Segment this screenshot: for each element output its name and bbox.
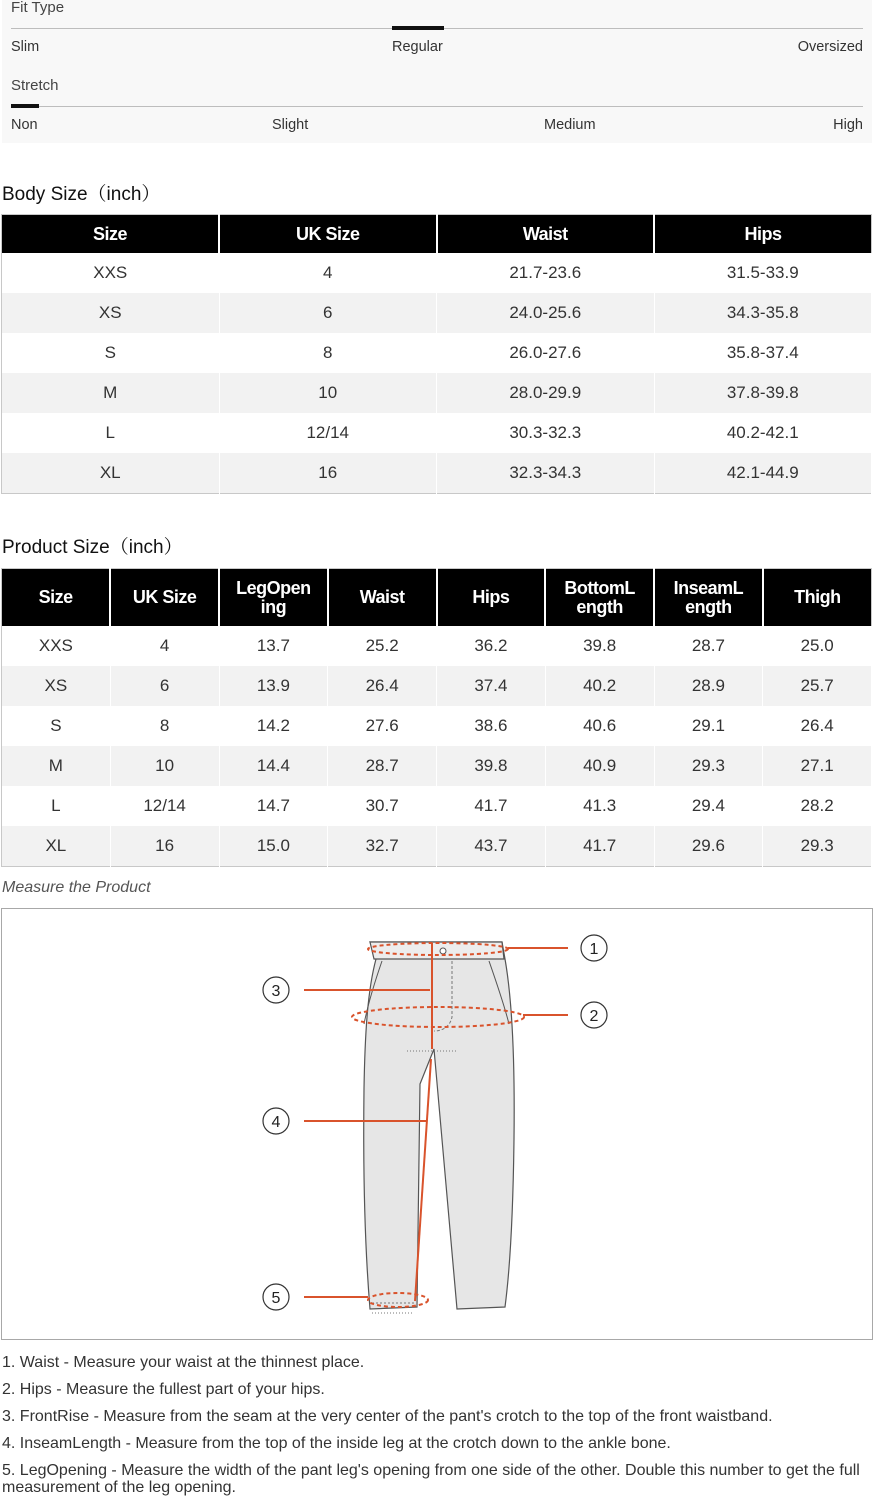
column-header-text: LegOpen <box>236 577 311 598</box>
table-cell: M <box>2 746 111 786</box>
table-cell: 39.8 <box>545 626 654 666</box>
column-header-text: ing <box>260 596 287 617</box>
column-header-text: ength <box>576 596 623 617</box>
table-row <box>2 746 872 786</box>
table-cell: 39.8 <box>437 746 546 786</box>
note-inseam-length: 4. InseamLength - Measure from the top of the inside leg at the crotch down to the ankle bone. <box>2 1435 671 1452</box>
table-header-row <box>2 569 872 627</box>
fit-type-label-regular: Regular <box>392 39 443 55</box>
table-cell: XS <box>2 666 111 706</box>
table-cell: 29.6 <box>654 826 763 867</box>
table-cell: S <box>2 333 220 373</box>
marker-1-label: 1 <box>589 941 599 958</box>
button <box>440 948 446 954</box>
table-cell: L <box>2 786 111 826</box>
table-cell: XL <box>2 453 220 494</box>
table-cell: 28.2 <box>763 786 872 826</box>
table-cell: 38.6 <box>437 706 546 746</box>
table-cell: 4 <box>219 253 437 293</box>
table-cell: 8 <box>219 333 437 373</box>
stretch-label-slight: Slight <box>272 117 309 133</box>
table-cell: 41.3 <box>545 786 654 826</box>
measurement-notes <box>2 1354 862 1506</box>
marker-1 <box>581 935 607 961</box>
table-cell: 27.1 <box>763 746 872 786</box>
table-row <box>2 826 872 867</box>
column-header-text: UK Size <box>132 587 197 607</box>
table-cell: 32.3-34.3 <box>437 453 655 494</box>
column-header-text: Size <box>38 587 73 607</box>
table-row <box>2 666 872 706</box>
marker-5 <box>263 1284 289 1310</box>
stretch-track <box>11 106 863 107</box>
table-cell: 32.7 <box>328 826 437 867</box>
table-cell: 30.7 <box>328 786 437 826</box>
note-hips: 2. Hips - Measure the fullest part of your hips. <box>2 1381 325 1398</box>
table-cell: 28.7 <box>654 626 763 666</box>
table-cell: 29.1 <box>654 706 763 746</box>
marker-3 <box>263 977 289 1003</box>
column-header: Hips <box>654 215 872 254</box>
marker-2 <box>581 1002 607 1028</box>
table-cell: 15.0 <box>219 826 328 867</box>
table-cell: 28.0-29.9 <box>437 373 655 413</box>
diagram-caption: Measure the Product <box>2 879 151 896</box>
table-cell: M <box>2 373 220 413</box>
stretch-label-medium: Medium <box>544 117 596 133</box>
table-cell: 29.3 <box>763 826 872 867</box>
column-header-text: InseamL <box>673 577 744 598</box>
table-cell: 8 <box>110 706 219 746</box>
table-cell: 40.2 <box>545 666 654 706</box>
column-header <box>545 569 654 627</box>
table-cell: XXS <box>2 253 220 293</box>
marker-2-label: 2 <box>589 1008 599 1025</box>
table-cell: 12/14 <box>219 413 437 453</box>
column-header <box>654 569 763 627</box>
table-row <box>2 373 872 413</box>
note-front-rise: 3. FrontRise - Measure from the seam at the very center of the pant's crotch to the top of the front waistband. <box>2 1408 773 1425</box>
marker-4 <box>263 1108 289 1134</box>
pants-shape <box>364 942 514 1309</box>
pants-illustration <box>2 909 872 1339</box>
table-cell: 12/14 <box>110 786 219 826</box>
table-row <box>2 626 872 666</box>
column-header-text: BottomL <box>564 577 635 598</box>
fit-type-title: Fit Type <box>11 0 65 16</box>
table-cell: 16 <box>110 826 219 867</box>
fit-stretch-panel <box>2 0 872 143</box>
table-cell: 31.5-33.9 <box>654 253 872 293</box>
table-cell: 26.4 <box>763 706 872 746</box>
body-size-title: Body Size（inch） <box>2 184 161 205</box>
table-cell: 40.9 <box>545 746 654 786</box>
table-header-row <box>2 215 872 254</box>
table-cell: 36.2 <box>437 626 546 666</box>
table-cell: 14.7 <box>219 786 328 826</box>
table-cell: 13.9 <box>219 666 328 706</box>
column-header <box>328 569 437 627</box>
table-row <box>2 413 872 453</box>
table-row <box>2 453 872 494</box>
table-cell: 4 <box>110 626 219 666</box>
table-cell: 27.6 <box>328 706 437 746</box>
table-cell: 14.2 <box>219 706 328 746</box>
table-cell: S <box>2 706 111 746</box>
product-size-table <box>1 568 872 867</box>
note-waist: 1. Waist - Measure your waist at the thinnest place. <box>2 1354 365 1371</box>
column-header-text: Waist <box>359 587 405 607</box>
table-cell: 43.7 <box>437 826 546 867</box>
stretch-label-high: High <box>833 117 863 133</box>
table-cell: 24.0-25.6 <box>437 293 655 333</box>
table-cell: 10 <box>219 373 437 413</box>
stretch-title: Stretch <box>11 77 59 94</box>
table-row <box>2 253 872 293</box>
table-cell: 40.6 <box>545 706 654 746</box>
table-row <box>2 786 872 826</box>
note-leg-opening: 5. LegOpening - Measure the width of the pant leg's opening from one side of the other. Double this number to get the full measurement of the leg opening. <box>2 1462 860 1496</box>
column-header <box>110 569 219 627</box>
table-cell: 16 <box>219 453 437 494</box>
marker-5-label: 5 <box>271 1290 281 1307</box>
column-header: Waist <box>437 215 655 254</box>
table-cell: 29.3 <box>654 746 763 786</box>
column-header <box>2 569 111 627</box>
table-cell: 25.2 <box>328 626 437 666</box>
table-row <box>2 333 872 373</box>
product-size-title: Product Size（inch） <box>2 537 183 558</box>
table-cell: XXS <box>2 626 111 666</box>
table-cell: 41.7 <box>437 786 546 826</box>
table-cell: 34.3-35.8 <box>654 293 872 333</box>
table-cell: 30.3-32.3 <box>437 413 655 453</box>
table-row <box>2 293 872 333</box>
table-cell: 6 <box>219 293 437 333</box>
column-header <box>437 569 546 627</box>
table-cell: 26.4 <box>328 666 437 706</box>
table-cell: 37.4 <box>437 666 546 706</box>
column-header-text: ength <box>685 596 732 617</box>
stretch-label-non: Non <box>11 117 38 133</box>
stretch-indicator <box>11 104 39 108</box>
table-cell: 6 <box>110 666 219 706</box>
body-size-table <box>1 214 872 494</box>
column-header <box>763 569 872 627</box>
column-header: UK Size <box>219 215 437 254</box>
table-cell: XS <box>2 293 220 333</box>
fit-type-label-slim: Slim <box>11 39 40 55</box>
table-cell: 25.7 <box>763 666 872 706</box>
table-cell: 40.2-42.1 <box>654 413 872 453</box>
column-header-text: Thigh <box>794 587 841 607</box>
column-header-text: Hips <box>472 587 510 607</box>
marker-4-label: 4 <box>271 1114 281 1131</box>
table-cell: 28.9 <box>654 666 763 706</box>
measurement-diagram <box>1 908 873 1340</box>
table-cell: 13.7 <box>219 626 328 666</box>
table-cell: 41.7 <box>545 826 654 867</box>
table-cell: 26.0-27.6 <box>437 333 655 373</box>
fit-type-indicator <box>392 26 444 30</box>
table-cell: 28.7 <box>328 746 437 786</box>
table-cell: 21.7-23.6 <box>437 253 655 293</box>
column-header: Size <box>2 215 220 254</box>
table-cell: 29.4 <box>654 786 763 826</box>
table-cell: XL <box>2 826 111 867</box>
marker-3-label: 3 <box>271 983 281 1000</box>
table-cell: 25.0 <box>763 626 872 666</box>
table-cell: 42.1-44.9 <box>654 453 872 494</box>
table-cell: L <box>2 413 220 453</box>
table-cell: 37.8-39.8 <box>654 373 872 413</box>
fit-type-label-oversized: Oversized <box>797 39 863 55</box>
column-header <box>219 569 328 627</box>
table-cell: 10 <box>110 746 219 786</box>
table-cell: 35.8-37.4 <box>654 333 872 373</box>
table-row <box>2 706 872 746</box>
table-cell: 14.4 <box>219 746 328 786</box>
